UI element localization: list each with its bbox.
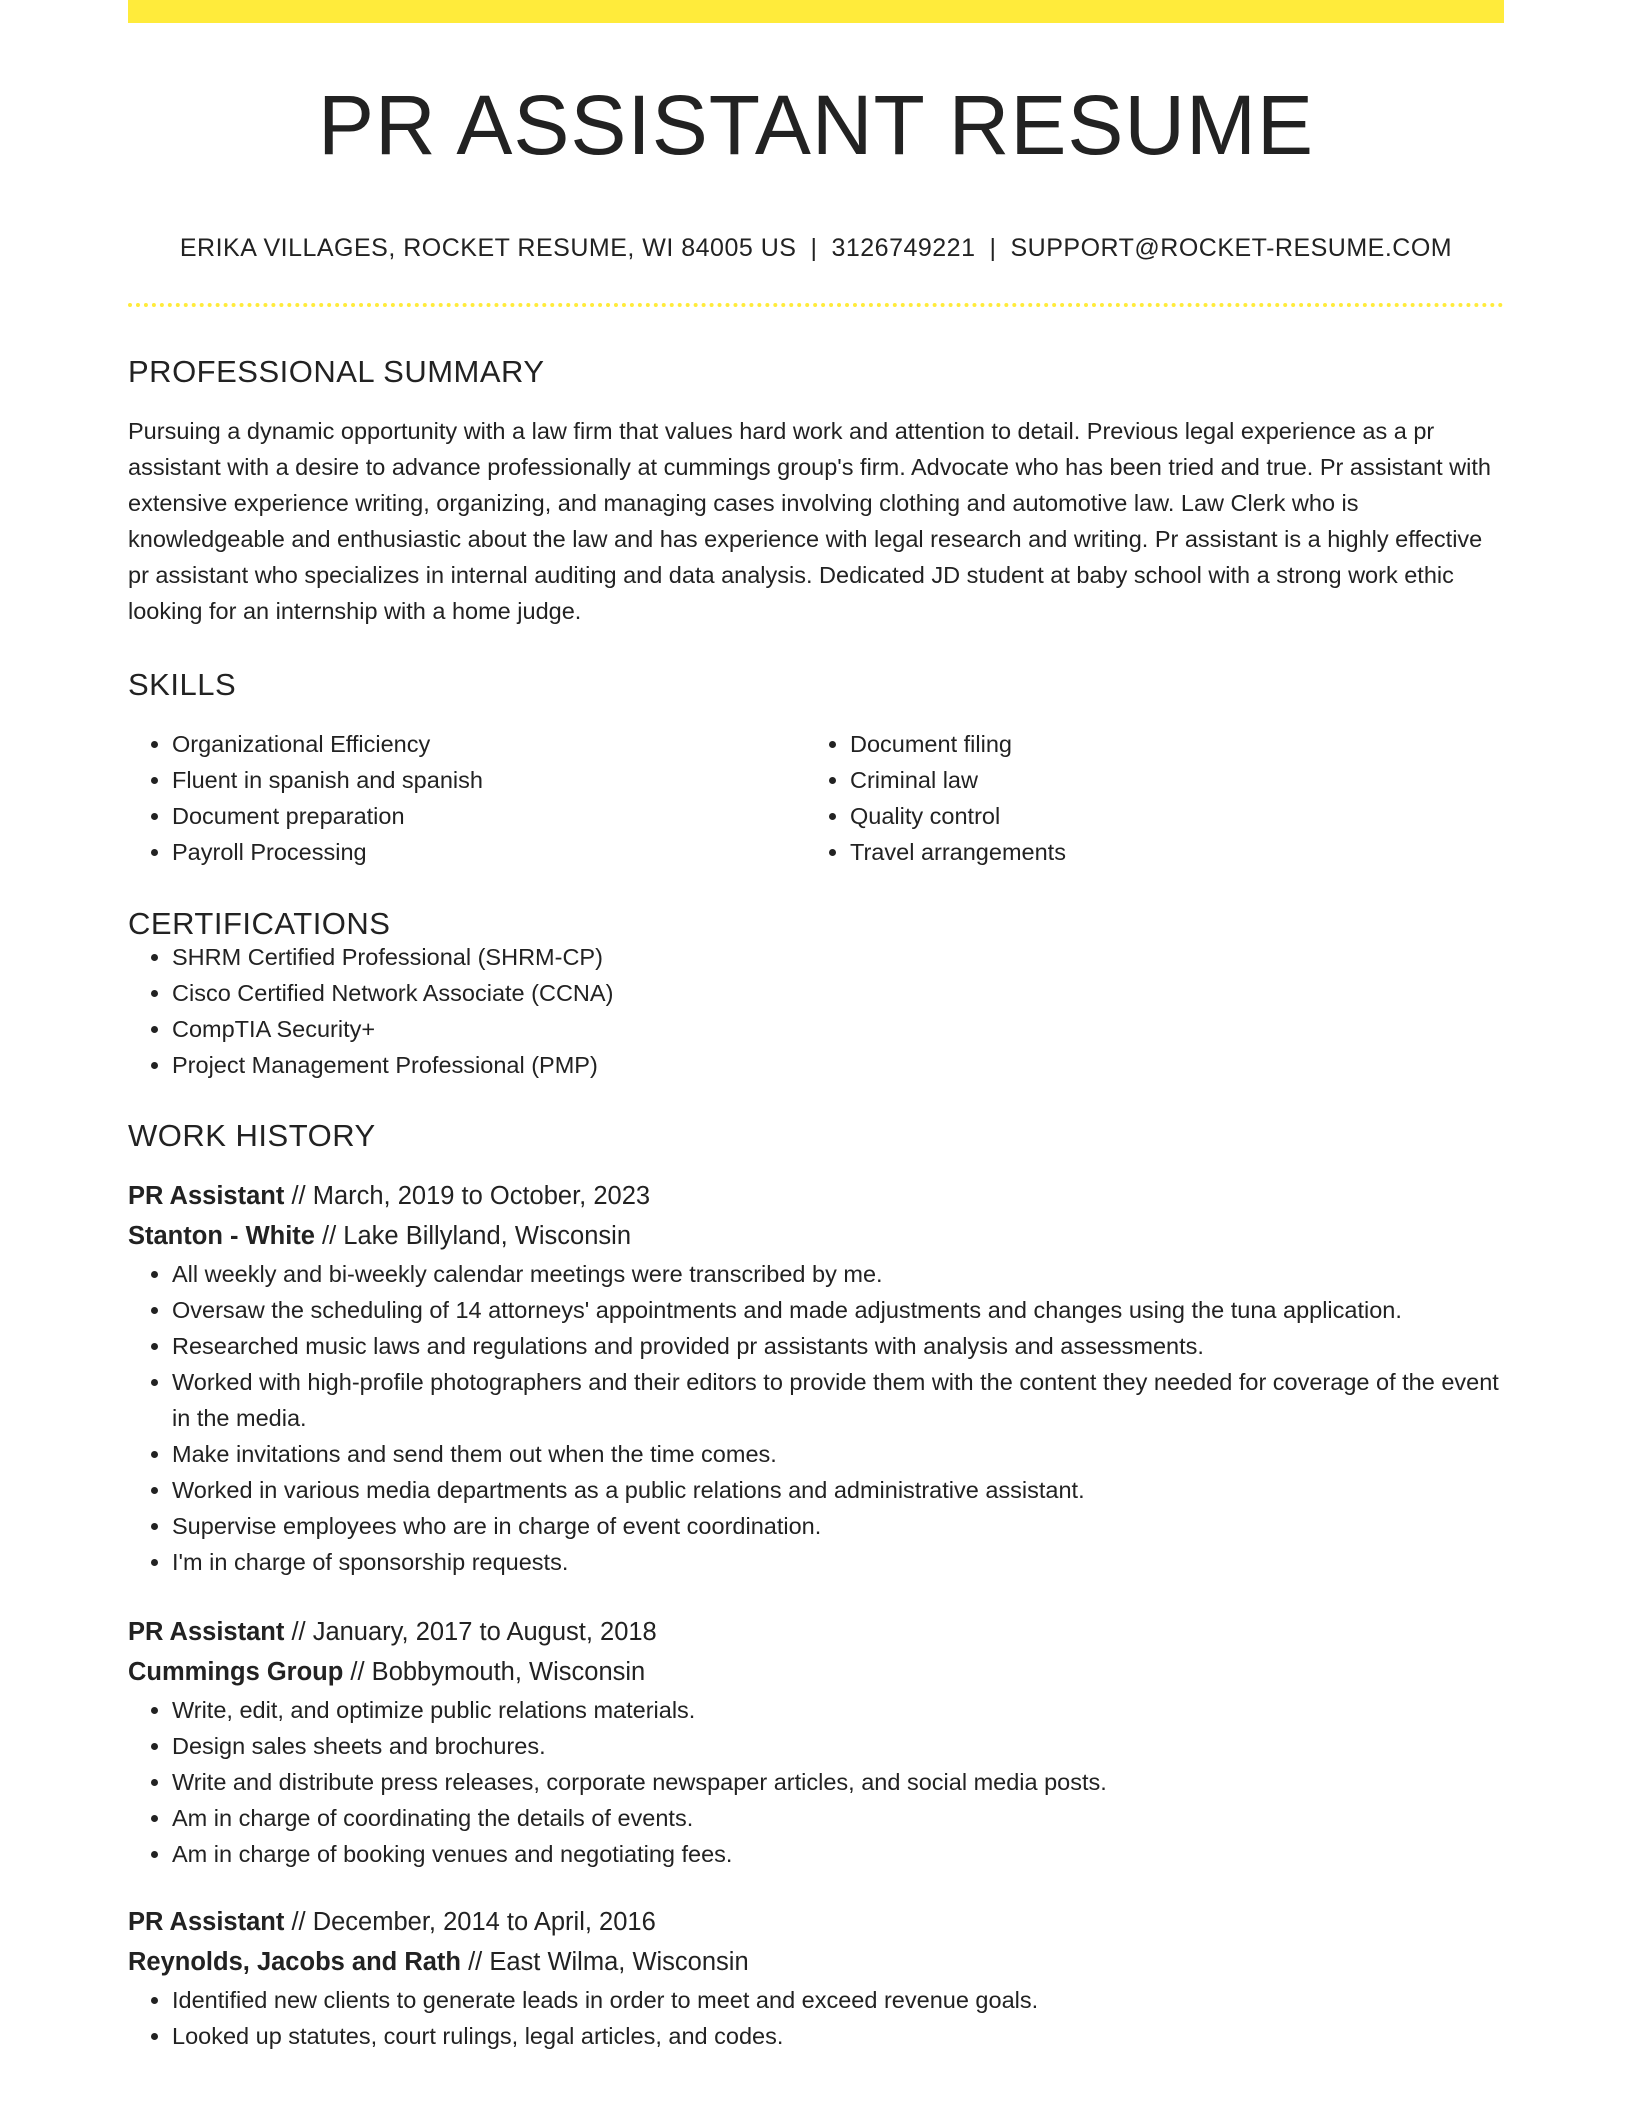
skills-column-right xyxy=(806,726,1484,870)
job-duties-list xyxy=(128,1692,1504,1872)
job-duty: • Write and distribute press releases, corporate newspaper articles, and social media posts. xyxy=(172,1764,1504,1800)
job-role-line xyxy=(128,1176,1504,1216)
job-duty: • Identified new clients to generate leads in order to meet and exceed revenue goals. xyxy=(172,1982,1504,2018)
resume-page xyxy=(128,0,1504,2054)
job-duties-list xyxy=(128,1256,1504,1580)
job-location: // Lake Billyland, Wisconsin xyxy=(314,1222,632,1250)
certification-item: • SHRM Certified Professional (SHRM-CP) xyxy=(172,939,1504,975)
job-role: PR Assistant xyxy=(128,1182,285,1210)
job-company-line xyxy=(128,1652,1504,1692)
job-location: // East Wilma, Wisconsin xyxy=(461,1948,749,1976)
certification-item: • CompTIA Security+ xyxy=(172,1011,1504,1047)
top-accent-bar xyxy=(128,0,1504,23)
skill-item: • Criminal law xyxy=(850,762,1484,798)
job-company-line xyxy=(128,1216,1504,1256)
skill-item: • Organizational Efficiency xyxy=(172,726,806,762)
job-role-line xyxy=(128,1612,1504,1652)
job-duty: • Am in charge of coordinating the details of events. xyxy=(172,1800,1504,1836)
job-duty: • I'm in charge of sponsorship requests. xyxy=(172,1544,1504,1580)
skill-item: • Document filing xyxy=(850,726,1484,762)
contact-phone: 3126749221 xyxy=(831,234,976,262)
job-duty: • Worked in various media departments as a public relations and administrative assistant. xyxy=(172,1472,1504,1508)
summary-text: Pursuing a dynamic opportunity with a law firm that values hard work and attention to detail. Previous legal experience as a pr assistant with a desire to advance professionally at cummings group's firm. Advocate who has been tried and true. Pr assistant with extensive experience writing, organizing, and managing cases involving clothing and automotive law. Law Clerk who is knowledgeable and enthusiastic about the law and has experience with legal research and writing. Pr assistant is a highly effective pr assistant who specializes in internal auditing and data analysis. Dedicated JD student at baby school with a strong work ethic looking for an internship with a home judge. xyxy=(128,418,1491,624)
job-dates: // March, 2019 to October, 2023 xyxy=(284,1182,651,1210)
contact-address: ERIKA VILLAGES, ROCKET RESUME, WI 84005 US xyxy=(179,234,797,262)
job-entry xyxy=(128,1612,1504,1872)
job-duty: • Looked up statutes, court rulings, legal articles, and codes. xyxy=(172,2018,1504,2054)
certifications-list xyxy=(128,939,1504,1083)
job-duty: • Researched music laws and regulations and provided pr assistants with analysis and assessments. xyxy=(172,1328,1504,1364)
job-company: Reynolds, Jacobs and Rath xyxy=(128,1948,461,1976)
job-duty: • Make invitations and send them out when the time comes. xyxy=(172,1436,1504,1472)
job-dates: // December, 2014 to April, 2016 xyxy=(284,1908,656,1936)
job-duties-list xyxy=(128,1982,1504,2054)
skill-item: • Quality control xyxy=(850,798,1484,834)
skill-item: • Travel arrangements xyxy=(850,834,1484,870)
skill-item: • Payroll Processing xyxy=(172,834,806,870)
contact-separator: | xyxy=(989,234,997,262)
certification-item: • Project Management Professional (PMP) xyxy=(172,1047,1504,1083)
contact-line xyxy=(128,236,1504,261)
summary-heading: PROFESSIONAL SUMMARY xyxy=(128,354,545,389)
work-history-heading: WORK HISTORY xyxy=(128,1118,376,1153)
job-location: // Bobbymouth, Wisconsin xyxy=(343,1658,646,1686)
job-dates: // January, 2017 to August, 2018 xyxy=(284,1618,657,1646)
job-role-line xyxy=(128,1902,1504,1942)
skill-item: • Document preparation xyxy=(172,798,806,834)
skill-item: • Fluent in spanish and spanish xyxy=(172,762,806,798)
resume-title: PR ASSISTANT RESUME xyxy=(317,78,1315,172)
job-entry xyxy=(128,1902,1504,2054)
skills-list xyxy=(128,726,1504,870)
job-role: PR Assistant xyxy=(128,1618,285,1646)
job-duty: • All weekly and bi-weekly calendar meetings were transcribed by me. xyxy=(172,1256,1504,1292)
job-duty: • Write, edit, and optimize public relations materials. xyxy=(172,1692,1504,1728)
job-duty: • Worked with high-profile photographers and their editors to provide them with the content they needed for coverage of the event in the media. xyxy=(172,1364,1504,1436)
skills-column-left xyxy=(128,726,806,870)
job-company: Cummings Group xyxy=(128,1658,344,1686)
job-duty: • Am in charge of booking venues and negotiating fees. xyxy=(172,1836,1504,1872)
contact-separator: | xyxy=(810,234,818,262)
job-company-line xyxy=(128,1942,1504,1982)
job-company: Stanton - White xyxy=(128,1222,315,1250)
job-duty: • Design sales sheets and brochures. xyxy=(172,1728,1504,1764)
certification-item: • Cisco Certified Network Associate (CCNA) xyxy=(172,975,1504,1011)
job-entry xyxy=(128,1176,1504,1580)
job-role: PR Assistant xyxy=(128,1908,285,1936)
job-duty: • Supervise employees who are in charge of event coordination. xyxy=(172,1508,1504,1544)
job-duty: • Oversaw the scheduling of 14 attorneys' appointments and made adjustments and changes using the tuna application. xyxy=(172,1292,1504,1328)
contact-email: SUPPORT@ROCKET-RESUME.COM xyxy=(1010,234,1453,262)
dotted-divider xyxy=(128,303,1504,307)
certifications-heading: CERTIFICATIONS xyxy=(128,906,391,941)
skills-heading: SKILLS xyxy=(128,667,237,702)
